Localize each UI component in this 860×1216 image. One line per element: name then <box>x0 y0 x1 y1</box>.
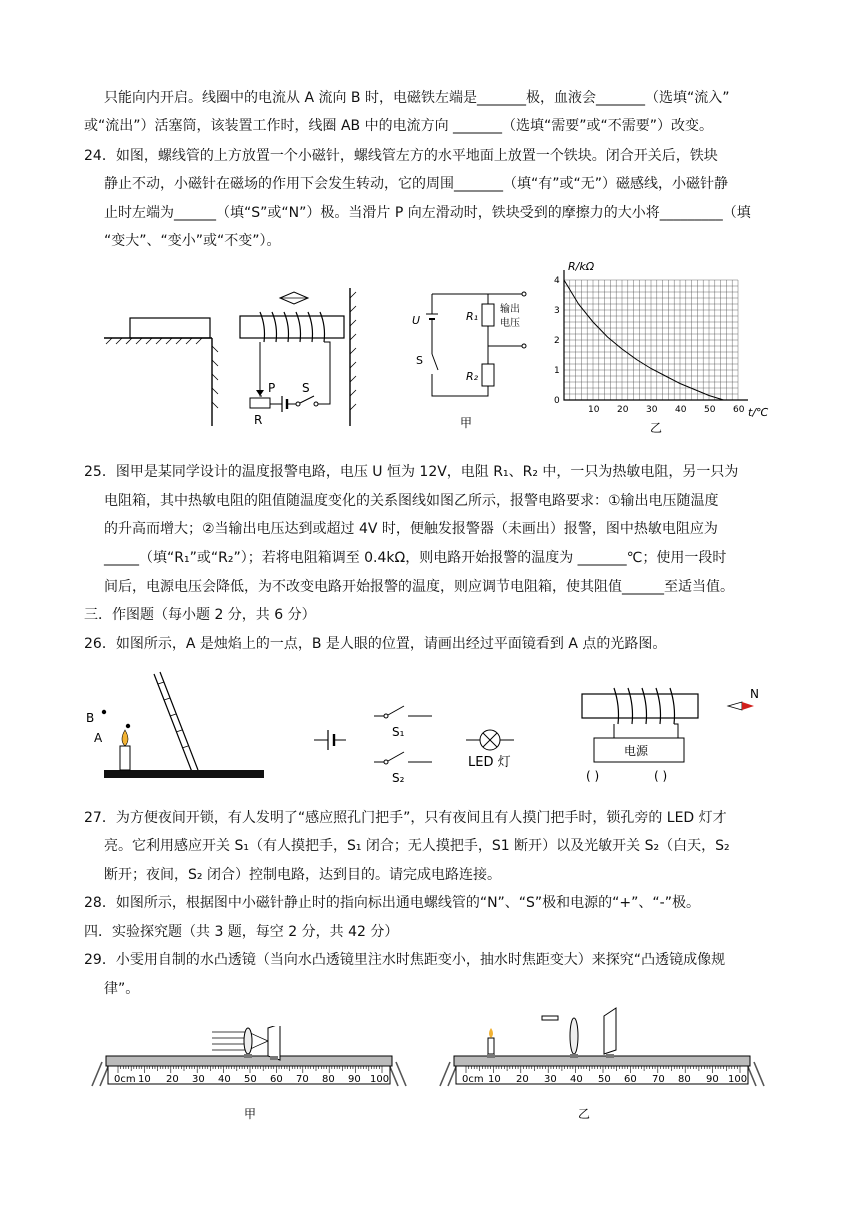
svg-text:80: 80 <box>322 1074 335 1085</box>
svg-text:40: 40 <box>570 1074 583 1085</box>
q26-text: 26．如图所示，A 是烛焰上的一点，B 是人眼的位置，请画出经过平面镜看到 A 点的光路图。 <box>84 636 667 652</box>
svg-text:10: 10 <box>138 1074 151 1085</box>
caption-29b: 乙 <box>578 1107 591 1121</box>
q25-line3: 的升高而增大；②当输出电压达到或超过 4V 时，便触发报警器（未画出）报警，图中热敏电阻应为 <box>104 521 718 537</box>
svg-text:30: 30 <box>192 1074 205 1085</box>
alarm-circuit-figure <box>406 284 536 434</box>
q24-line2: 静止不动，小磁针在磁场的作用下会发生转动，它的周围_______（填“有”或“无”）磁感线，小磁针静 <box>104 176 729 192</box>
caption-jia: 甲 <box>460 416 473 430</box>
q29-line2: 律”。 <box>104 981 140 997</box>
q25-line4: _____（填“R₁”或“R₂”）；若将电阻箱调至 0.4kΩ，则电路开始报警的温度为 _______℃；使用一段时 <box>104 550 727 566</box>
q28-text: 28．如图所示，根据图中小磁针静止时的指向标出通电螺线管的“N”、“S”极和电源的“+”、“-”极。 <box>84 895 700 911</box>
label-b: B <box>86 711 95 725</box>
y-tick-label: 4 <box>554 276 560 286</box>
svg-text:100: 100 <box>728 1074 748 1085</box>
ruler-unit-a: 0cm <box>114 1074 136 1085</box>
chart-grid <box>564 280 738 400</box>
caption-yi: 乙 <box>650 421 663 435</box>
optical-bench-b <box>436 1002 770 1126</box>
svg-text:60: 60 <box>270 1074 283 1085</box>
svg-text:100: 100 <box>370 1074 390 1085</box>
q29-line1: 29．小雯用自制的水凸透镜（当向水凸透镜里注水时焦距变小，抽水时焦距变大）来探究“凸透镜成像规 <box>84 952 726 968</box>
x-tick-label: 20 <box>617 405 629 415</box>
svg-text:50: 50 <box>598 1074 611 1085</box>
output-label-2: 电压 <box>500 318 520 329</box>
svg-text:10: 10 <box>488 1074 501 1085</box>
caption-29a: 甲 <box>244 1107 257 1121</box>
svg-text:30: 30 <box>544 1074 557 1085</box>
svg-text:90: 90 <box>706 1074 719 1085</box>
label-s2: S <box>416 354 423 367</box>
paren-left: ( ) <box>586 769 600 783</box>
svg-text:40: 40 <box>218 1074 231 1085</box>
label-a: A <box>94 731 103 745</box>
y-tick-label: 3 <box>554 306 560 316</box>
svg-text:80: 80 <box>678 1074 691 1085</box>
label-power: 电源 <box>624 744 649 758</box>
y-tick-label: 0 <box>554 396 560 406</box>
x-tick-label: 50 <box>704 405 716 415</box>
label-s: S <box>302 381 310 395</box>
q27-line1: 27．为方便夜间开锁，有人发明了“感应照孔门把手”，只有夜间且有人摸门把手时，锁孔旁的 LED 灯才 <box>84 810 727 826</box>
y-tick-label: 2 <box>554 336 560 346</box>
q23-line1: 只能向内开启。线圈中的电流从 A 流向 B 时，电磁铁左端是_______极，血液会_______（选填“流入” <box>104 90 730 106</box>
q25-line5: 间后，电源电压会降低，为不改变电路开始报警的温度，则应调节电阻箱，使其阻值______至适当值。 <box>104 579 734 595</box>
q23-line2: 或“流出”）活塞筒，该装置工作时，线圈 AB 中的电流方向 _______（选填“需要”或“不需要”）改变。 <box>84 118 714 134</box>
section-3-heading: 三．作图题（每小题 2 分，共 6 分） <box>84 607 316 623</box>
svg-text:20: 20 <box>516 1074 529 1085</box>
label-u: U <box>412 314 421 327</box>
label-led: LED 灯 <box>468 755 511 770</box>
x-tick-label: 10 <box>588 405 600 415</box>
x-tick-label: 30 <box>646 405 658 415</box>
q25-line1: 25．图甲是某同学设计的温度报警电路，电压 U 恒为 12V，电阻 R₁、R₂ 中，一只为热敏电阻，另一只为 <box>84 464 739 480</box>
output-label-1: 输出 <box>500 304 520 315</box>
svg-text:90: 90 <box>348 1074 361 1085</box>
svg-text:70: 70 <box>652 1074 665 1085</box>
solenoid-figure <box>104 286 364 436</box>
optical-bench-a <box>88 1026 410 1122</box>
label-r1: R₁ <box>466 310 479 323</box>
q25-line2: 电阻箱，其中热敏电阻的阻值随温度变化的关系图线如图乙所示，报警电路要求：①输出电压随温度 <box>104 493 719 509</box>
label-s2-switch: S₂ <box>392 771 405 785</box>
svg-text:70: 70 <box>296 1074 309 1085</box>
thermistor-chart <box>548 256 778 436</box>
chart-ylabel: R/kΩ <box>568 260 595 273</box>
ruler-unit-b: 0cm <box>462 1074 484 1085</box>
chart-xlabel: t/℃ <box>748 406 769 419</box>
q24-line3: 止时左端为______（填“S”或“N”）极。当滑片 P 向左滑动时，铁块受到的摩擦力的大小将_________（填 <box>104 205 751 221</box>
solenoid-compass-figure <box>578 680 778 790</box>
q27-line3: 断开；夜间，S₂ 闭合）控制电路，达到目的。请完成电路连接。 <box>104 867 501 883</box>
mirror-figure <box>84 664 274 784</box>
label-s1: S₁ <box>392 725 405 739</box>
y-tick-label: 1 <box>554 366 560 376</box>
q24-line1: 24．如图，螺线管的上方放置一个小磁针，螺线管左方的水平地面上放置一个铁块。闭合开关后，铁块 <box>84 148 718 164</box>
svg-text:60: 60 <box>624 1074 637 1085</box>
label-r2: R₂ <box>466 370 479 383</box>
label-p: P <box>268 381 276 395</box>
label-n: N <box>750 687 759 701</box>
x-tick-label: 40 <box>675 405 687 415</box>
svg-text:20: 20 <box>166 1074 179 1085</box>
label-r: R <box>254 413 263 427</box>
led-circuit-figure <box>308 690 578 790</box>
q27-line2: 亮。它利用感应开关 S₁（有人摸把手，S₁ 闭合；无人摸把手，S1 断开）以及光敏开关 S₂（白天，S₂ <box>104 838 730 854</box>
paren-right: ( ) <box>654 769 668 783</box>
x-tick-label: 60 <box>733 405 745 415</box>
section-4-heading: 四．实验探究题（共 3 题，每空 2 分，共 42 分） <box>84 924 399 940</box>
q24-line4: “变大”、“变小”或“不变”）。 <box>104 233 281 249</box>
svg-text:50: 50 <box>244 1074 257 1085</box>
